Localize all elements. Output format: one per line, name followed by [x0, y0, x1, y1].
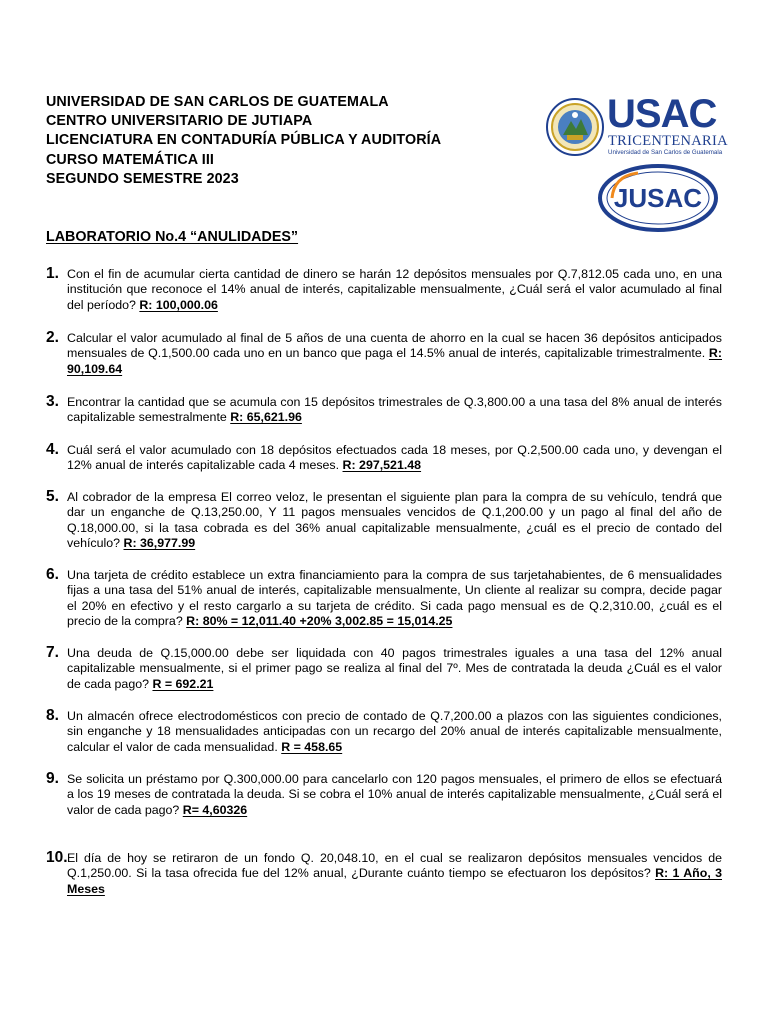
tricentenaria-subtitle: Universidad de San Carlos de Guatemala — [608, 149, 723, 156]
question-answer: R = 692.21 — [152, 676, 214, 691]
question-number: 5. — [46, 488, 59, 505]
question-text: Con el fin de acumular cierta cantidad de dinero se harán 12 depósitos mensuales por Q.7,812.05 cada uno, en una institución que reconoce el 14% anual de interés, capitalizable mensualmente, ¿Cuál será el valor acumulado al final del período? — [67, 267, 722, 312]
question-text: Una deuda de Q.15,000.00 debe ser liquidada con 40 pagos trimestrales iguales a una tasa del 12% anual capitalizable mensualmente, si el primer pago se realiza al final del 7º. Mes de contratada la deuda ¿Cuál es el valor de cada pago? — [67, 646, 722, 691]
question-10 — [46, 851, 722, 897]
question-answer: R: 297,521.48 — [342, 458, 422, 473]
question-text: Encontrar la cantidad que se acumula con 15 depósitos trimestrales de Q.3,800.00 a una tasa del 8% anual de interés capitalizable semestralmente — [67, 395, 722, 425]
question-text: Calcular el valor acumulado al final de 5 años de una cuenta de ahorro en la cual se hacen 36 depósitos anticipados mensuales de Q.1,500.00 cada uno en un banco que paga el 14.5% anual de interés, capitalizable trimestralmente. — [67, 331, 722, 361]
question-answer: R: 36,977.99 — [123, 535, 196, 550]
question-number: 6. — [46, 566, 59, 583]
question-number: 2. — [46, 329, 59, 346]
question-text: Al cobrador de la empresa El correo veloz, le presentan el siguiente plan para la compra de su vehículo, tendrá que dar un enganche de Q.13,250.00, Y 11 pagos mensuales vencidos de Q.1,200.00 y un pago al final del año de Q.18,000.00, si la tasa cobrada es del 36% anual capitalizable mensualmente, ¿cuál es el precio de contado del vehículo? — [67, 490, 722, 550]
jusac-wordmark: JUSAC — [613, 183, 703, 213]
question-number: 1. — [46, 265, 59, 282]
question-number: 8. — [46, 707, 59, 724]
question-answer: R: 80% = 12,011.40 +20% 3,002.85 = 15,014.25 — [186, 613, 453, 628]
usac-wordmark: USAC — [607, 92, 717, 136]
question-text: Cuál será el valor acumulado con 18 depósitos efectuados cada 18 meses, por Q.2,500.00 cada uno, y devengan el 12% anual de interés capitalizable cada 4 meses. — [67, 443, 722, 473]
question-6 — [46, 568, 722, 629]
question-number: 4. — [46, 441, 59, 458]
question-number: 9. — [46, 770, 59, 787]
lab-title: LABORATORIO No.4 “ANULIDADES” — [46, 229, 299, 245]
usac-logo — [545, 92, 728, 163]
document-header — [46, 93, 441, 189]
question-3 — [46, 395, 722, 426]
question-8 — [46, 709, 722, 755]
question-number: 10. — [46, 849, 68, 866]
tricentenaria-wordmark: TRICENTENARIA — [608, 133, 728, 149]
question-2 — [46, 331, 722, 377]
header-university: UNIVERSIDAD DE SAN CARLOS DE GUATEMALA — [46, 94, 389, 110]
header-course: CURSO MATEMÁTICA III — [46, 151, 214, 168]
header-semester: SEGUNDO SEMESTRE 2023 — [46, 170, 239, 187]
question-answer: R: 65,621.96 — [230, 410, 302, 425]
question-text: El día de hoy se retiraron de un fondo Q. 20,048.10, en el cual se realizaron depósitos mensuales vencidos de Q.1,250.00. Si la tasa ofrecida fue del 12% anual, ¿Durante cuánto tiempo se efectuaron los depósitos? — [67, 851, 722, 881]
question-answer: R: 1 Año, 3 Meses — [67, 866, 722, 896]
header-degree: LICENCIATURA EN CONTADURÍA PÚBLICA Y AUDITORÍA — [46, 132, 442, 149]
question-4 — [46, 443, 722, 474]
question-answer: R= 4,60326 — [182, 802, 248, 817]
question-7 — [46, 646, 722, 692]
question-answer: R = 458.65 — [281, 739, 343, 754]
question-text: Se solicita un préstamo por Q.300,000.00 para cancelarlo con 120 pagos mensuales, el primero de ellos se efectuará a los 19 meses de contratada la deuda. Si se cobra el 10% anual de interés capitalizable mensualmente, ¿Cuál será el valor de cada pago? — [67, 772, 722, 817]
question-answer: R: 90,109.64 — [67, 346, 722, 376]
question-number: 3. — [46, 393, 59, 410]
question-answer: R: 100,000.06 — [139, 297, 218, 312]
question-5 — [46, 490, 722, 551]
question-number: 7. — [46, 644, 59, 661]
header-center: CENTRO UNIVERSITARIO DE JUTIAPA — [46, 113, 313, 130]
question-9 — [46, 772, 722, 818]
question-text: Una tarjeta de crédito establece un extra financiamiento para la compra de sus tarjetahabientes, de 6 mensualidades fijas a una tasa del 51% anual de interés, capitalizable mensualmente, Un cliente al realizar su compra, decide pagar el 20% en efectivo y el resto cargarlo a su tarjeta de crédito. Si cada pago mensual es de Q.2,310.00, ¿cuál es el precio de la compra? — [67, 568, 722, 628]
usac-seal-icon — [545, 95, 605, 159]
question-text: Un almacén ofrece electrodomésticos con precio de contado de Q.7,200.00 a plazos con las siguientes condiciones, sin enganche y 18 mensualidades anticipadas con un recargo del 20% anual de interés capitalizable mensualmente, calcular el valor de cada mensualidad. — [67, 709, 722, 754]
jusac-logo — [598, 164, 718, 232]
question-1 — [46, 267, 722, 313]
